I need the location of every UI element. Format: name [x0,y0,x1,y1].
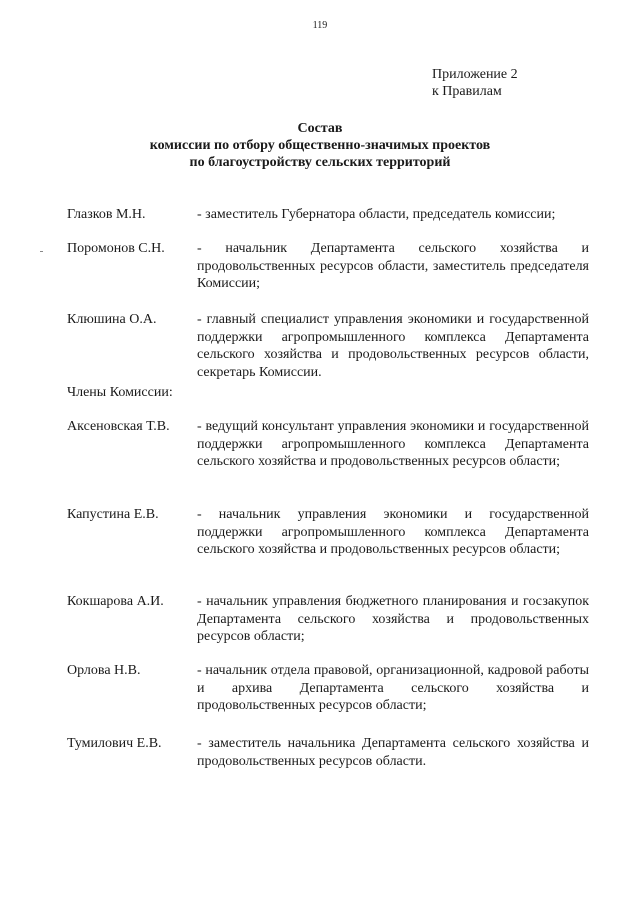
member-role: - начальник управления бюджетного планирования и госзакупок Департамента сельского хозяйства и продовольственных ресурсов области; [197,594,589,644]
member-role: - заместитель начальника Департамента сельского хозяйства и продовольственных ресурсов области. [197,736,589,769]
member-role: - ведущий консультант управления экономики и государственной поддержки агропромышленного комплекса Департамента сельского хозяйства и продовольственных ресурсов области; [197,419,589,469]
member-role: - начальник Департамента сельского хозяйства и продовольственных ресурсов области, заместитель председателя Комиссии; [197,241,589,291]
scan-margin-mark [40,251,43,252]
member-name: Глазков М.Н. [67,207,146,222]
title-line-1: Состав [297,121,343,136]
member-name: Орлова Н.В. [67,663,141,678]
document-title [0,120,640,171]
member-role: - начальник отдела правовой, организационной, кадровой работы и архива Департамента сельского хозяйства и продовольственных ресурсов области; [197,663,589,713]
member-name: Тумилович Е.В. [67,736,162,751]
member-name: Капустина Е.В. [67,507,159,522]
appendix-line-1: Приложение 2 [432,67,518,82]
appendix-line-2: к Правилам [432,84,502,99]
page-number: 119 [312,20,328,31]
member-name: Кокшарова А.И. [67,594,164,609]
member-role: - главный специалист управления экономики и государственной поддержки агропромышленного комплекса Департамента сельского хозяйства и продовольственных ресурсов области, секретарь Комиссии. [197,312,589,380]
members-heading: Члены Комиссии: [67,385,173,400]
title-line-2: комиссии по отбору общественно-значимых проектов [149,138,491,153]
member-name: Клюшина О.А. [67,312,157,327]
title-line-3: по благоустройству сельских территорий [189,155,451,170]
member-name: Поромонов С.Н. [67,241,165,256]
member-role: - начальник управления экономики и государственной поддержки агропромышленного комплекса Департамента сельского хозяйства и продовольственных ресурсов области; [197,507,589,557]
member-name: Аксеновская Т.В. [67,419,170,434]
appendix-note [432,66,518,100]
member-role: - заместитель Губернатора области, председатель комиссии; [197,207,556,222]
